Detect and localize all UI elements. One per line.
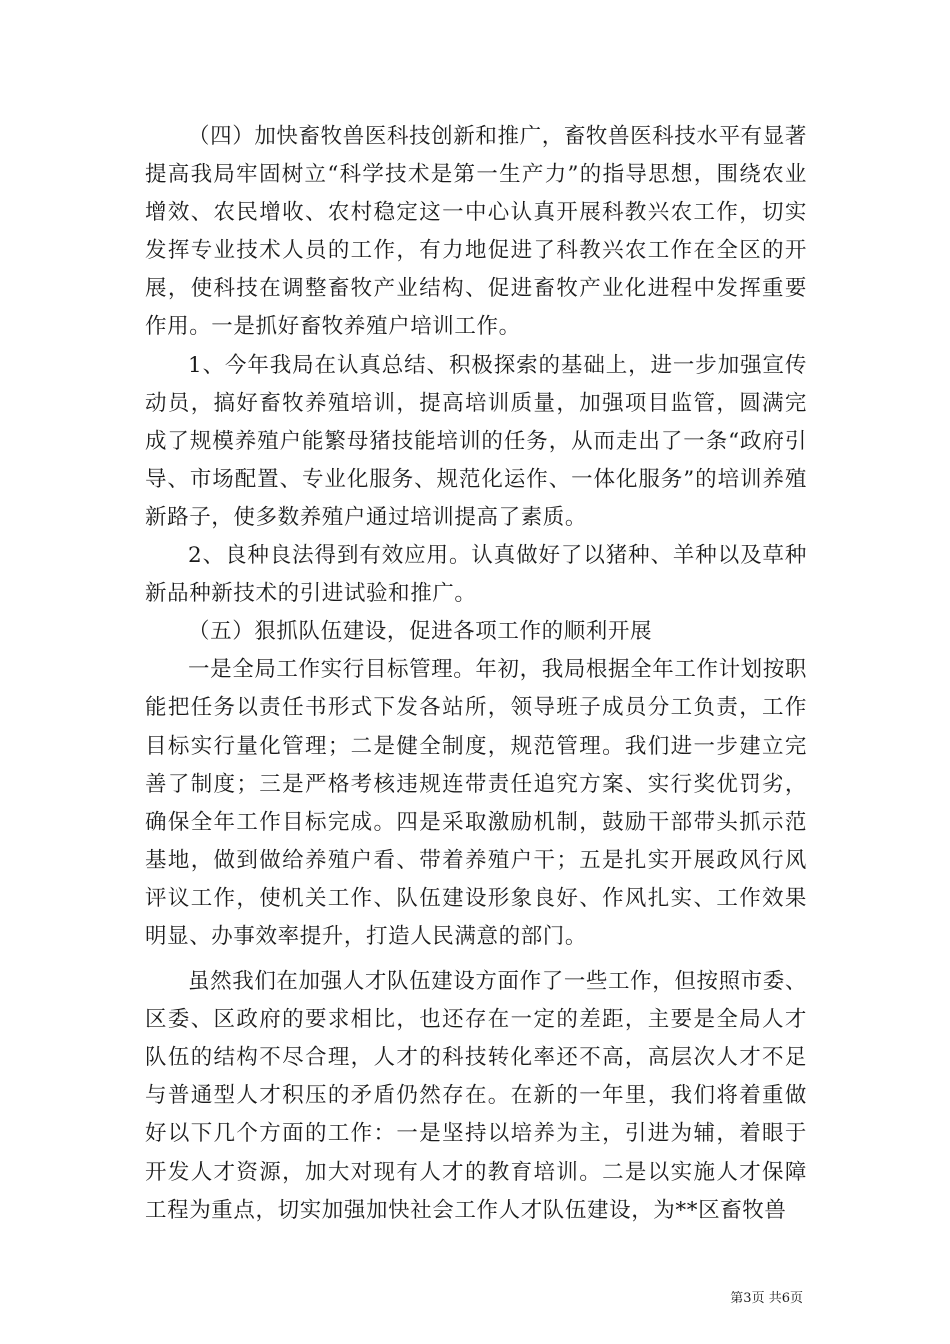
paragraph-shortcomings-and-plans: 虽然我们在加强人才队伍建设方面作了一些工作，但按照市委、区委、区政府的要求相比，也还存在一定的差距，主要是全局人才队伍的结构不尽合理，人才的科技转化率还不高，高层次人才不足与普通型人才积压的矛盾仍然存在。在新的一年里，我们将着重做好以下几个方面的工作：一是坚持以培养为主，引进为辅，着眼于开发人才资源，加大对现有人才的教育培训。二是以实施人才保障工程为重点，切实加强加快社会工作人才队伍建设，为**区畜牧兽 [145,969,807,1223]
paragraph-section-four: （四）加快畜牧兽医科技创新和推广，畜牧兽医科技水平有显著提高我局牢固树立“科学技术是第一生产力”的指导思想，围绕农业增效、农民增收、农村稳定这一中心认真开展科教兴农工作，切实发挥专业技术人员的工作，有力地促进了科教兴农工作在全区的开展，使科技在调整畜牧产业结构、促进畜牧产业化进程中发挥重要作用。一是抓好畜牧养殖户培训工作。 [145,124,807,340]
page-suffix: 页 [789,1291,803,1306]
page-number-footer [730,1291,803,1307]
document-body [145,118,807,1230]
paragraph-item-two: 2、良种良法得到有效应用。认真做好了以猪种、羊种以及草种新品种新技术的引进试验和推广。 [145,543,807,607]
paragraph-item-one: 1、今年我局在认真总结、积极探索的基础上，进一步加强宣传动员，搞好畜牧养殖培训，提高培训质量，加强项目监管，圆满完成了规模养殖户能繁母猪技能培训的任务，从而走出了一条“政府引导、市场配置、专业化服务、规范化运作、一体化服务”的培训养殖新路子，使多数养殖户通过培训提高了素质。 [145,352,807,530]
page-total: 6 [781,1291,790,1306]
paragraph-section-five-heading: （五）狠抓队伍建设，促进各项工作的顺利开展 [188,619,653,645]
paragraph-target-management: 一是全局工作实行目标管理。年初，我局根据全年工作计划按职能把任务以责任书形式下发各站所，领导班子成员分工负责，工作目标实行量化管理；二是健全制度，规范管理。我们进一步建立完善了制度；三是严格考核违规连带责任追究方案、实行奖优罚劣，确保全年工作目标完成。四是采取激励机制，鼓励干部带头抓示范基地，做到做给养殖户看、带着养殖户干；五是扎实开展政风行风评议工作，使机关工作、队伍建设形象良好、作风扎实、工作效果明显、办事效率提升，打造人民满意的部门。 [145,657,807,949]
page-prefix: 第 [730,1291,744,1306]
page-current: 3 [743,1291,752,1306]
page-middle: 页 共 [751,1291,782,1306]
